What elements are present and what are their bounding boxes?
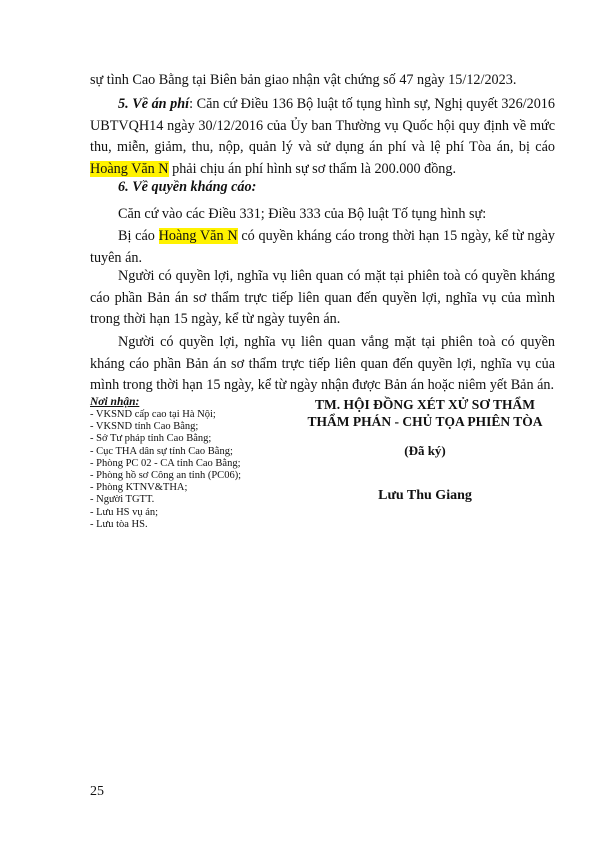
paragraph-evidence-end: sự tình Cao Bằng tại Biên bản giao nhận vật chứng số 47 ngày 15/12/2023. [90,72,517,88]
defendant-appeal-tail: có quyền kháng cáo trong thời hạn 15 ngày, kể từ ngày tuyên án. [90,228,555,266]
court-fee-text: : Căn cứ Điều 136 Bộ luật tố tụng hình sự, Nghị quyết 326/2016 UBTVQH14 ngày 30/12/2016 của Ủy ban Thường vụ Quốc hội quy định về mức thu, miễn, giảm, thu, nộp, quản lý và sử dụng án phí và lệ phí Tòa án, bị cáo [90,96,555,155]
paragraph-defendant-appeal [90,226,555,269]
page-number: 25 [90,784,104,799]
recipient-item: - Phòng PC 02 - CA tỉnh Cao Bằng; [90,457,241,469]
recipient-item: - Lưu HS vụ án; [90,506,159,518]
signature-judge-title: THẨM PHÁN - CHỦ TỌA PHIÊN TÒA [307,414,543,429]
signature-council-title: TM. HỘI ĐỒNG XÉT XỬ SƠ THẨM [315,397,535,412]
recipient-item: - Phòng KTNV&THA; [90,482,188,494]
signature-name: Lưu Thu Giang [378,488,472,503]
paragraph-court-fee [90,94,555,180]
recipients-list [90,409,241,531]
recipient-item: - Phòng hồ sơ Công an tỉnh (PC06); [90,470,242,482]
recipient-item: - Cục THA dân sự tỉnh Cao Bằng; [90,445,233,457]
defendant-name-highlight-2: Hoàng Văn N [158,228,238,244]
court-fee-heading: 5. Về án phí [118,96,190,112]
absent-parties-text: Người có quyền lợi, nghĩa vụ liên quan vắng mặt tại phiên toà có quyền kháng cáo phần Bản án sơ thẩm trực tiếp liên quan đến quyền lợi, nghĩa vụ của mình trong thời hạn 15 ngày, kể từ ngày nhận được Bản án hoặc niêm yết Bản án. [90,334,555,393]
paragraph-legal-basis: Căn cứ vào các Điều 331; Điều 333 của Bộ luật Tố tụng hình sự: [118,206,487,222]
present-parties-text: Người có quyền lợi, nghĩa vụ liên quan có mặt tại phiên toà có quyền kháng cáo phần Bản án sơ thẩm trực tiếp liên quan đến quyền lợi, nghĩa vụ của mình trong thời hạn 15 ngày, kể từ ngày tuyên án. [90,268,555,327]
defendant-name-highlight: Hoàng Văn N [90,160,169,177]
recipient-item: - Lưu tòa HS. [90,518,148,530]
signature-status: (Đã ký) [404,443,446,458]
defendant-appeal-lead: Bị cáo [118,228,159,244]
recipient-item: - VKSND cấp cao tại Hà Nội; [90,409,216,420]
recipient-item: - VKSND tỉnh Cao Bằng; [90,421,199,433]
recipient-item: - Người TGTT. [90,494,155,506]
recipient-item: - Sở Tư pháp tỉnh Cao Bằng; [90,433,212,445]
paragraph-absent-parties [90,332,555,397]
appeal-rights-heading: 6. Về quyền kháng cáo: [118,179,257,195]
court-fee-tail: phải chịu án phí hình sự sơ thẩm là 200.000 đồng. [168,160,457,177]
paragraph-present-parties [90,266,555,331]
recipients-title: Nơi nhận: [90,396,140,408]
